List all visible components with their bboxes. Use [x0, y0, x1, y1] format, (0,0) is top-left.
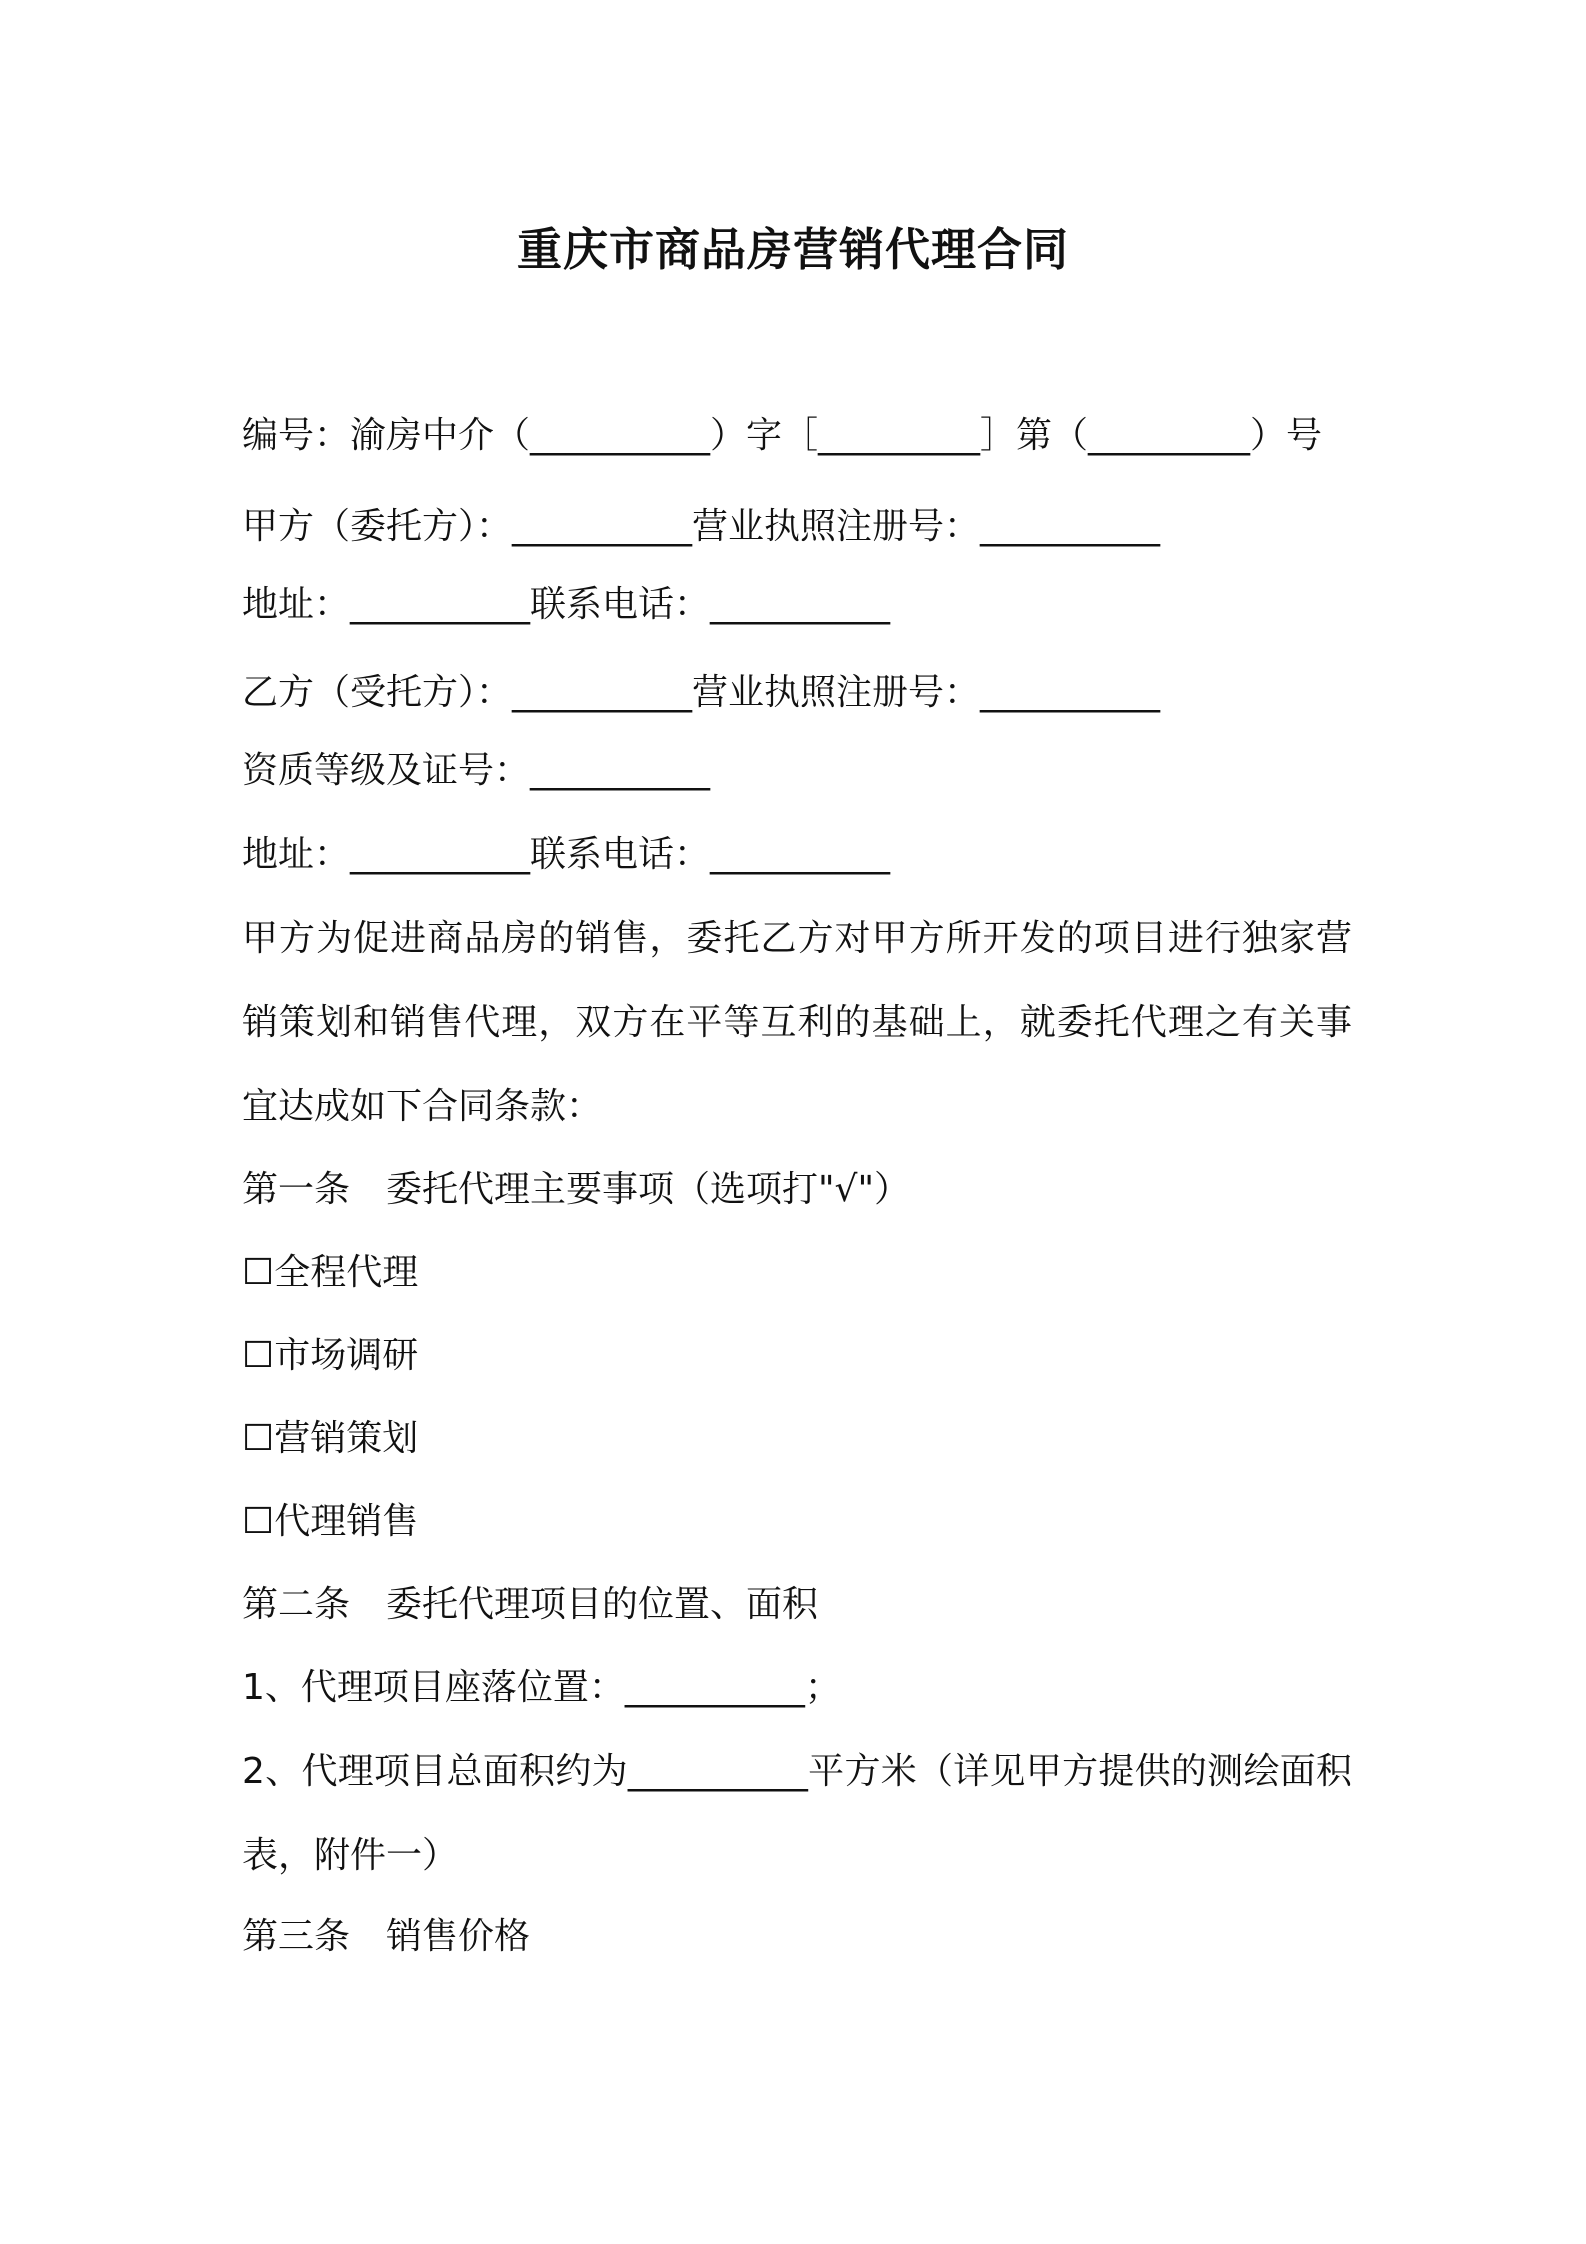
option-sales-agency: ☐代理销售: [242, 1501, 419, 1542]
page-title: 重庆市商品房营销代理合同: [516, 223, 1069, 276]
article-3-heading: 第三条 销售价格: [242, 1916, 531, 1957]
article-2-item-2: 2、代理项目总面积约为__________平方米（详见甲方提供的测绘面积表，附件一）: [242, 1751, 1352, 1876]
article-2-item-1: 1、代理项目座落位置：__________；: [242, 1667, 841, 1708]
article-2-heading: 第二条 委托代理项目的位置、面积: [242, 1584, 819, 1625]
party-b-qualification-line: 资质等级及证号：__________: [242, 750, 711, 791]
party-a-address-line: 地址：__________联系电话：__________: [242, 584, 891, 625]
party-b-address-line: 地址：__________联系电话：__________: [242, 834, 891, 875]
option-marketing-planning: ☐营销策划: [242, 1418, 419, 1459]
party-b-line: 乙方（受托方）：__________营业执照注册号：__________: [242, 672, 1161, 713]
intro-paragraph: 甲方为促进商品房的销售，委托乙方对甲方所开发的项目进行独家营销策划和销售代理，双方在平等互利的基础上，就委托代理之有关事宜达成如下合同条款：: [242, 918, 1352, 1127]
party-a-line: 甲方（委托方）：__________营业执照注册号：__________: [242, 506, 1161, 547]
article-1-heading: 第一条 委托代理主要事项（选项打"√"）: [242, 1169, 911, 1210]
contract-number-line: 编号：渝房中介（__________）字［_________］第（_________）号: [242, 415, 1323, 456]
option-market-research: ☐市场调研: [242, 1335, 419, 1376]
option-full-agency: ☐全程代理: [242, 1252, 419, 1293]
